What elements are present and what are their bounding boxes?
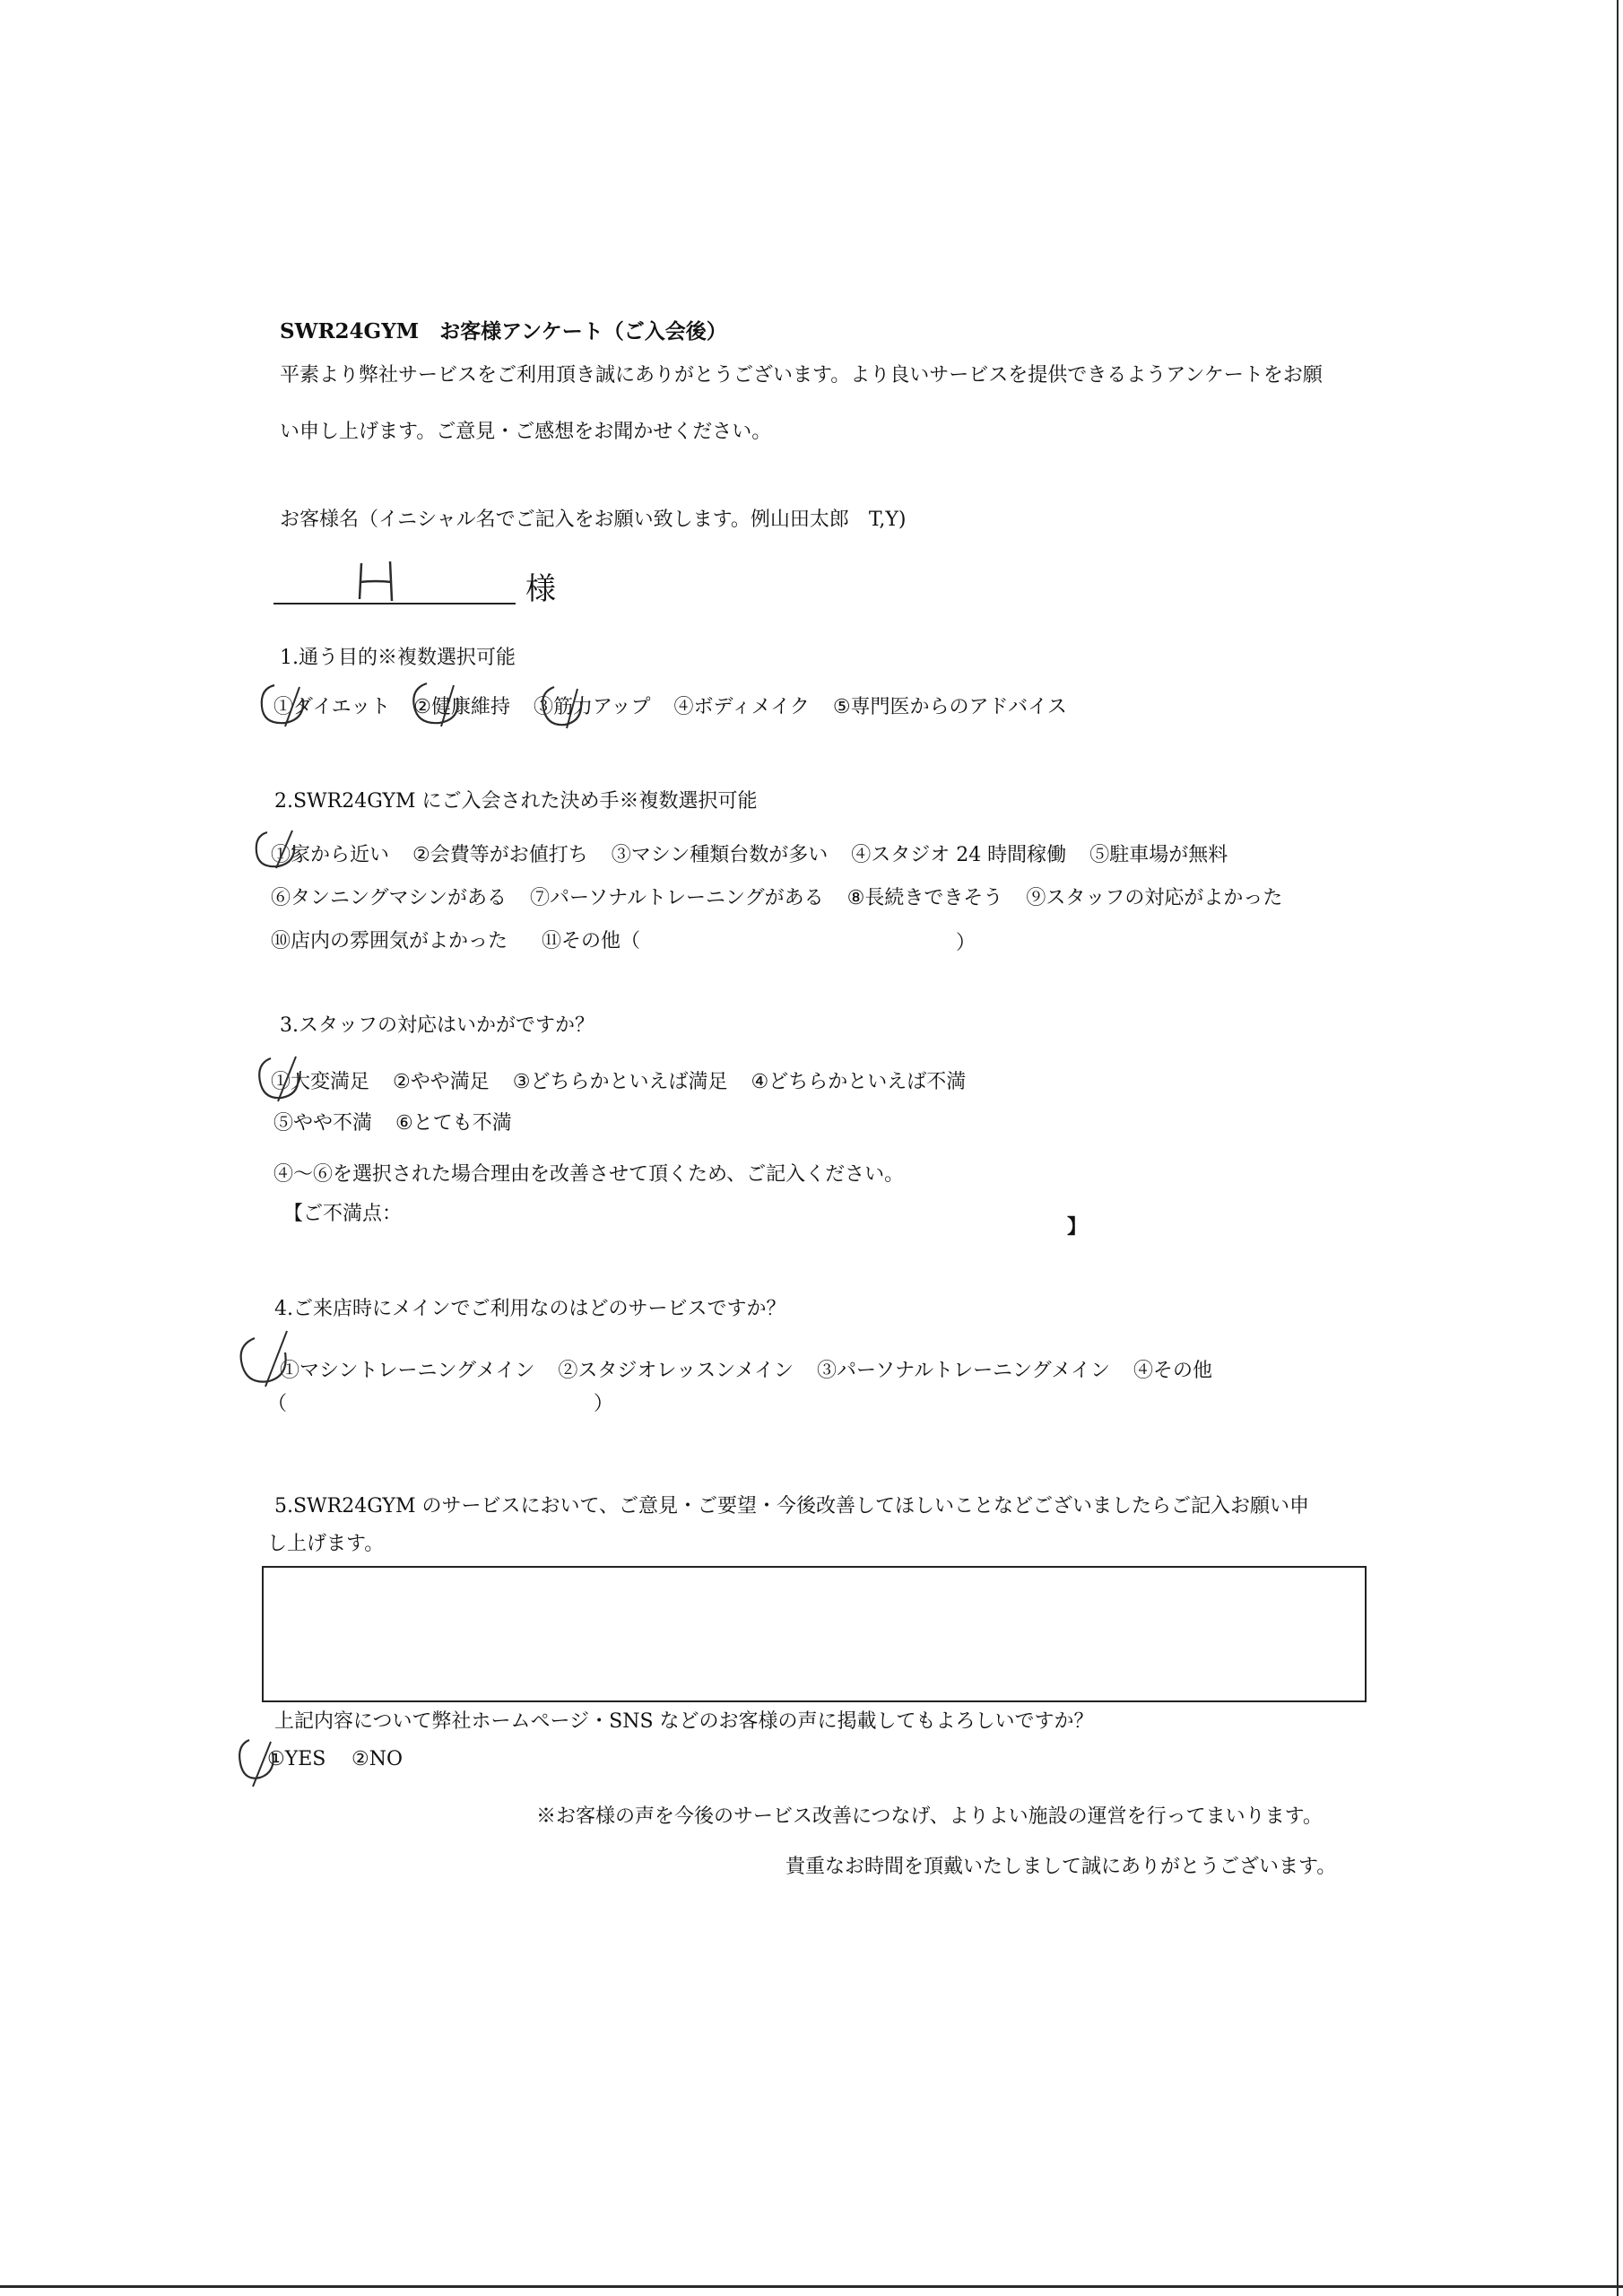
closing-line-2: 貴重なお時間を頂戴いたしまして誠にありがとうございます。: [785, 1856, 1337, 1878]
q3-options-row-2: [273, 1111, 512, 1136]
customer-name-prompt: お客様名（イニシャル名でご記入をお願い致します。例山田太郎 T,Y): [280, 509, 907, 531]
publish-no-option[interactable]: ②NO: [352, 1748, 404, 1770]
survey-title: SWR24GYM お客様アンケート（ご入会後）: [280, 319, 727, 344]
q2-option-2[interactable]: ②会費等がお値打ち: [412, 844, 588, 866]
q3-option-5[interactable]: ⑤やや不満: [273, 1112, 373, 1135]
q2-option-1[interactable]: ①家から近い: [271, 844, 390, 866]
q2-option-6[interactable]: ⑥タンニングマシンがある: [271, 887, 508, 909]
q4-option-2[interactable]: ②スタジオレッスンメイン: [558, 1360, 794, 1382]
q1-question: 1.通う目的※複数選択可能: [280, 647, 516, 669]
q1-option-2[interactable]: ②健康維持: [413, 696, 510, 718]
q2-option-3[interactable]: ③マシン種類台数が多い: [611, 844, 829, 866]
q3-option-3[interactable]: ③どちらかといえば満足: [512, 1071, 728, 1093]
scan-edge-bottom: [0, 2285, 1623, 2288]
q2-option-7[interactable]: ⑦パーソナルトレーニングがある: [530, 887, 824, 909]
q3-option-6[interactable]: ⑥とても不満: [395, 1112, 512, 1135]
q4-other-open-paren: （: [267, 1393, 288, 1415]
q3-option-1[interactable]: ①大変満足: [271, 1071, 370, 1093]
q1-option-3[interactable]: ③筋力アップ: [533, 696, 651, 718]
q2-option-5[interactable]: ⑤駐車場が無料: [1089, 844, 1228, 866]
publish-yes-option[interactable]: ①YES: [267, 1748, 326, 1770]
customer-name-suffix: 様: [525, 571, 556, 607]
q3-complaint-label: 【ご不満点：: [283, 1203, 403, 1225]
q2-option-9[interactable]: ⑨スタッフの対応がよかった: [1026, 887, 1283, 909]
customer-name-line: [273, 603, 516, 604]
q3-complaint-close: 】: [1067, 1215, 1088, 1239]
q4-option-3[interactable]: ③パーソナルトレーニングメイン: [817, 1360, 1110, 1382]
q3-option-4[interactable]: ④どちらかといえば不満: [751, 1071, 967, 1093]
q3-question: 3.スタッフの対応はいかがですか？: [280, 1014, 595, 1037]
q4-options: [280, 1359, 1212, 1384]
q4-other-close-paren: ）: [594, 1393, 614, 1415]
q2-options-row-1: [271, 843, 1228, 868]
q4-option-1[interactable]: ①マシントレーニングメイン: [280, 1360, 535, 1382]
q2-options-row-2: [271, 886, 1282, 911]
intro-line-1: 平素より弊社サービスをご利用頂き誠にありがとうございます。より良いサービスを提供できるようアンケートをお願: [280, 364, 1323, 387]
q1-options: [273, 695, 1067, 720]
q4-option-4[interactable]: ④その他: [1133, 1360, 1212, 1382]
q3-option-2[interactable]: ②やや満足: [393, 1071, 490, 1093]
q2-option-8[interactable]: ⑧長続きできそう: [846, 887, 1003, 909]
q4-question: 4.ご来店時にメインでご利用なのはどのサービスですか？: [274, 1298, 786, 1320]
q2-option-4[interactable]: ④スタジオ 24 時間稼働: [851, 844, 1067, 866]
q5-question-line-1: 5.SWR24GYM のサービスにおいて、ご意見・ご要望・今後改善してほしいことなどございましたらご記入お願い申: [274, 1495, 1310, 1518]
q2-option-11[interactable]: ⑪その他（: [542, 930, 641, 952]
q1-option-4[interactable]: ④ボディメイク: [673, 696, 810, 718]
q1-option-1[interactable]: ①ダイエット: [273, 696, 391, 718]
closing-line-1: ※お客様の声を今後のサービス改善につなげ、よりよい施設の運営を行ってまいります。: [536, 1805, 1323, 1828]
scan-edge-right: [1617, 0, 1619, 2296]
q2-other-close-paren: ）: [956, 932, 976, 954]
q3-note: ④～⑥を選択された場合理由を改善させて頂くため、ご記入ください。: [273, 1163, 905, 1186]
intro-line-2: い申し上げます。ご意見・ご感想をお聞かせください。: [280, 421, 772, 443]
customer-name-handwriting[interactable]: [354, 558, 408, 603]
publish-question: 上記内容について弊社ホームページ・SNS などのお客様の声に掲載してもよろしいですか？: [274, 1710, 1094, 1733]
q5-comment-box[interactable]: [262, 1566, 1367, 1702]
q3-options-row-1: [271, 1070, 966, 1095]
q5-question-line-2: し上げます。: [267, 1533, 385, 1555]
q1-option-5[interactable]: ⑤専門医からのアドバイス: [832, 696, 1067, 718]
q2-question: 2.SWR24GYM にご入会された決め手※複数選択可能: [274, 790, 758, 813]
q2-option-10[interactable]: ⑩店内の雰囲気がよかった: [271, 930, 508, 952]
